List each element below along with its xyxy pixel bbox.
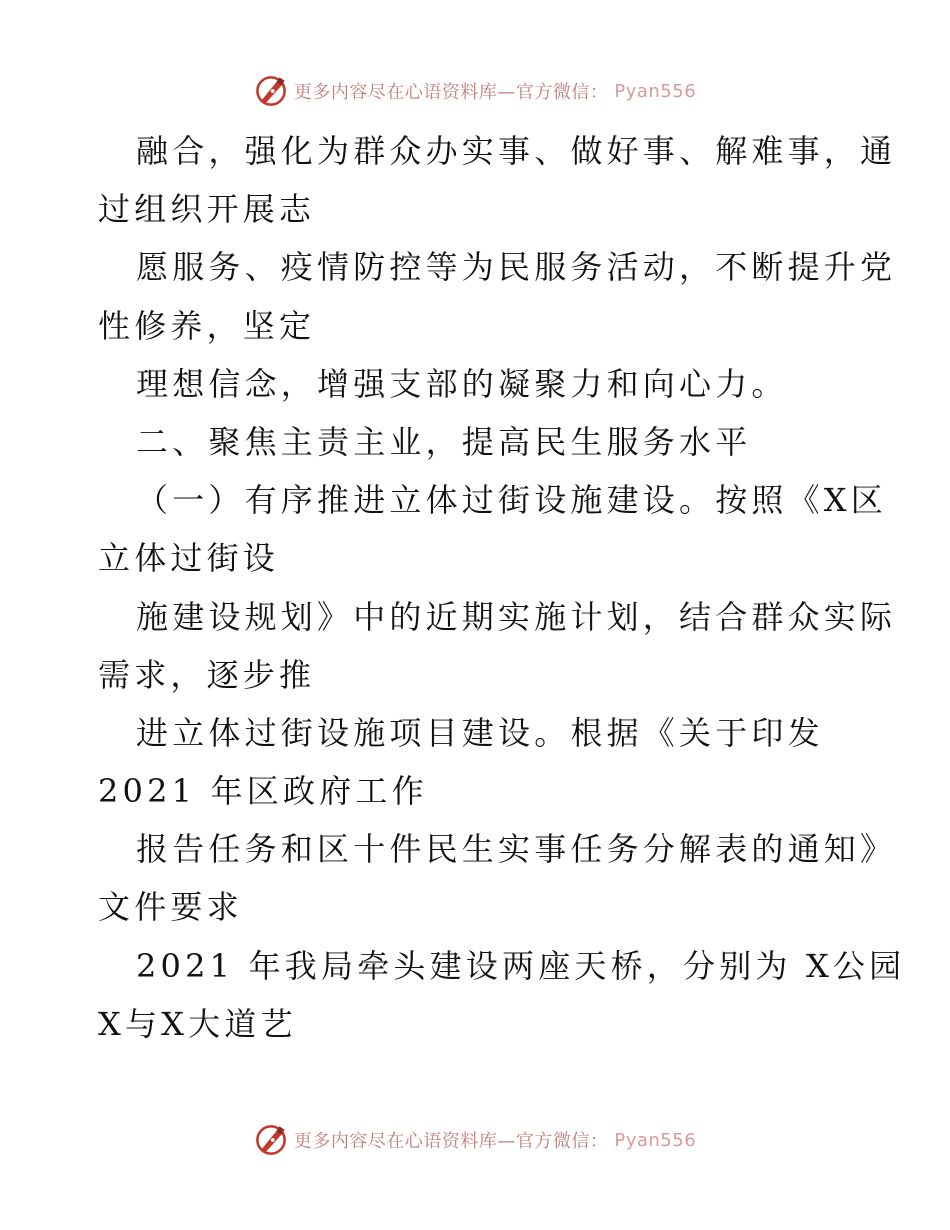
text-line: 文件要求	[98, 888, 243, 927]
text-line: 二、聚焦主责主业，提高民生服务水平	[136, 422, 752, 461]
text-line: 融合，强化为群众办实事、做好事、解难事，通	[136, 132, 897, 170]
text-line: 施建设规划》中的近期实施计划，结合群众实际	[136, 597, 897, 636]
text-line: 进立体过街设施项目建设。根据《关于印发	[136, 713, 824, 752]
banner-text: 更多内容尽在心语资料库—官方微信：	[293, 1131, 609, 1152]
document-body	[98, 122, 906, 1053]
pen-nib-logo-icon	[254, 74, 288, 108]
text-line: 过组织开展志	[98, 190, 316, 229]
text-line: X与X大道艺	[98, 1004, 297, 1043]
footer-banner	[0, 1120, 950, 1160]
text-line: 立体过街设	[98, 539, 280, 578]
header-banner	[0, 71, 950, 111]
text-line: 理想信念，增强支部的凝聚力和向心力。	[136, 364, 788, 403]
banner-wechat-id: Pyan556	[614, 1129, 697, 1151]
text-line: 愿服务、疫情防控等为民服务活动，不断提升党	[136, 248, 897, 287]
text-line: 性修养，坚定	[98, 306, 316, 345]
text-line: 报告任务和区十件民生实事任务分解表的通知》	[136, 830, 897, 869]
banner-wechat-id: Pyan556	[614, 80, 697, 102]
text-line: 2021 年区政府工作	[98, 772, 428, 811]
pen-nib-logo-icon	[254, 1123, 288, 1157]
text-line: 2021 年我局牵头建设两座天桥，分别为 X公园	[136, 946, 906, 985]
banner-text: 更多内容尽在心语资料库—官方微信：	[293, 82, 609, 103]
text-line: （一）有序推进立体过街设施建设。按照《X区	[136, 481, 887, 520]
text-line: 需求，逐步推	[98, 655, 316, 694]
